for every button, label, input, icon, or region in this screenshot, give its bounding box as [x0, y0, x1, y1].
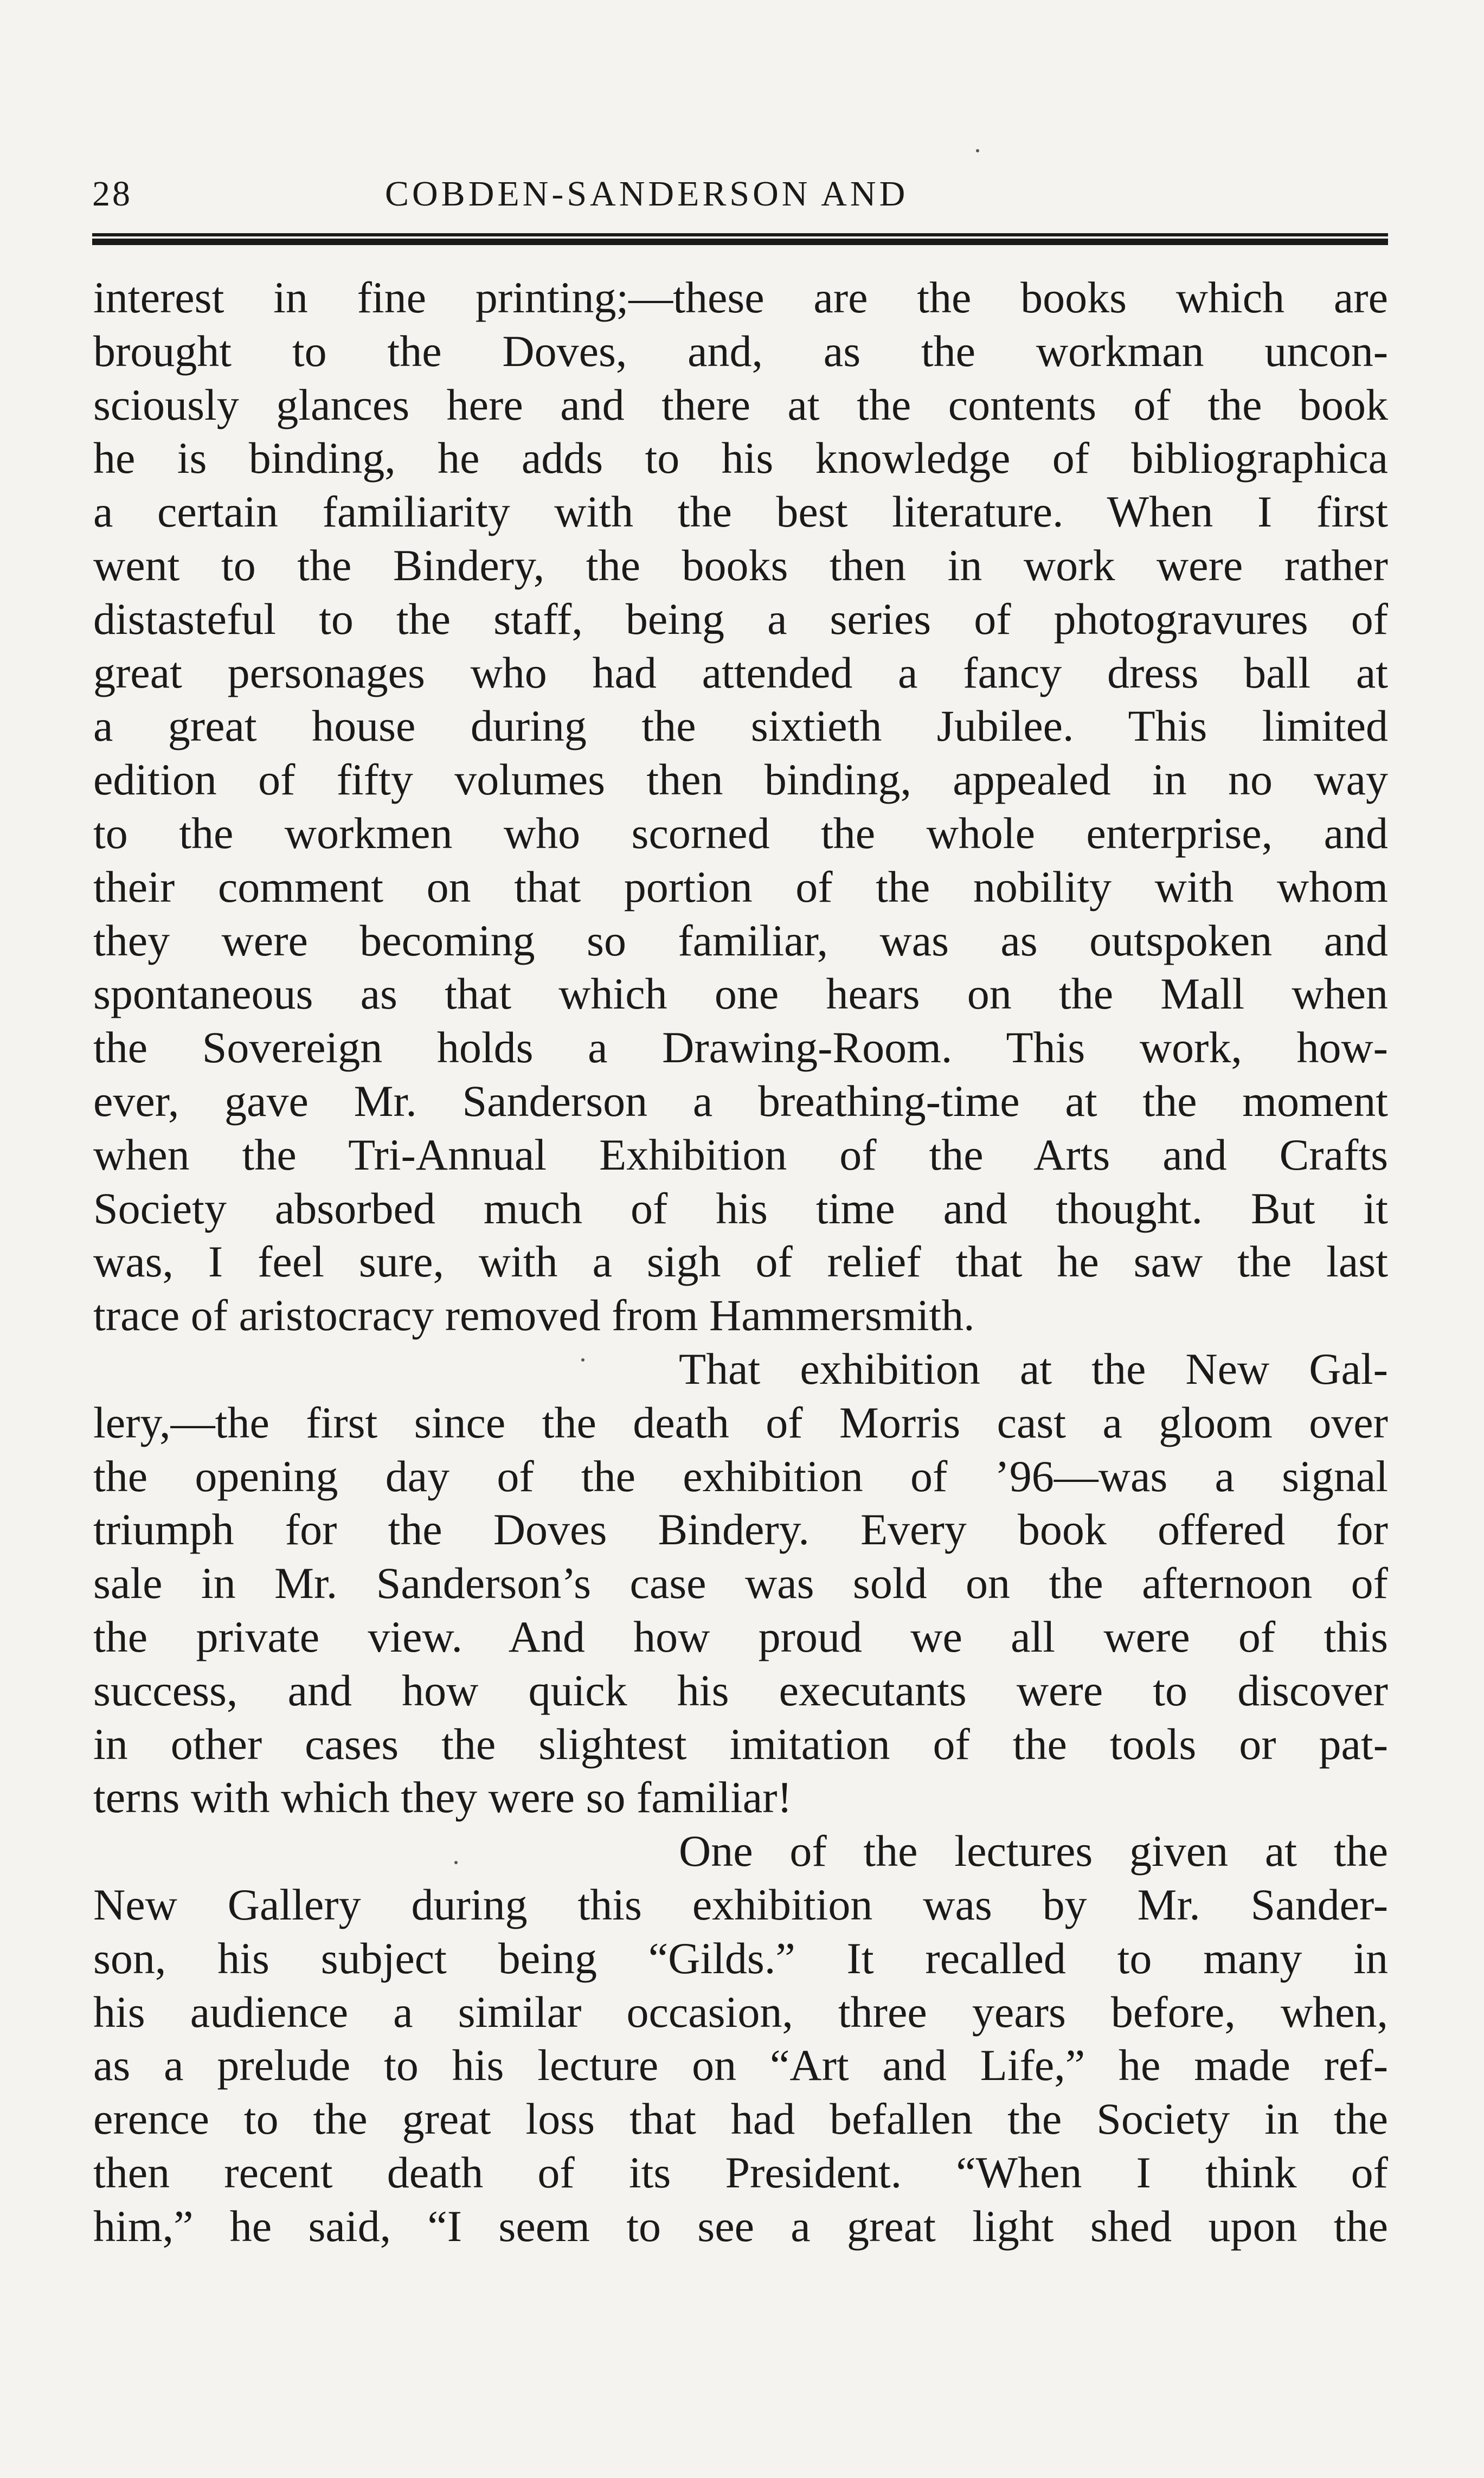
text-line: sale in Mr. Sanderson’s case was sold on the afternoon of: [93, 1558, 1388, 1608]
text-line: him,” he said, “I seem to see a great light shed upon the: [93, 2201, 1388, 2251]
text-line: a certain familiarity with the best literature. When I first: [93, 487, 1388, 537]
text-line: the private view. And how proud we all were of this: [93, 1612, 1388, 1661]
text-line: his audience a similar occasion, three years before, when,: [93, 1987, 1388, 2037]
text-line: spontaneous as that which one hears on the Mall when: [93, 969, 1388, 1019]
text-line: triumph for the Doves Bindery. Every book offered for: [93, 1505, 1388, 1555]
text-line: the Sovereign holds a Drawing-Room. This work, how-: [93, 1023, 1388, 1073]
text-line: a great house during the sixtieth Jubilee. This limited: [93, 701, 1388, 751]
text-line: distasteful to the staff, being a series of photogravures of: [93, 594, 1388, 644]
text-line: interest in fine printing;—these are the books which are: [93, 273, 1388, 322]
text-line-indented: One of the lectures given at the: [679, 1826, 1388, 1876]
text-line: was, I feel sure, with a sigh of relief that he saw the last: [93, 1237, 1388, 1287]
running-title: COBDEN-SANDERSON AND: [385, 174, 909, 214]
text-line: Society absorbed much of his time and thought. But it: [93, 1183, 1388, 1233]
text-line: he is binding, he adds to his knowledge of bibliographica: [93, 433, 1388, 483]
text-line: in other cases the slightest imitation of the tools or pat-: [93, 1719, 1388, 1769]
text-line: trace of aristocracy removed from Hammersmith.: [93, 1291, 975, 1340]
text-line: sciously glances here and there at the contents of the book: [93, 380, 1388, 429]
header-rule: [92, 233, 1388, 245]
text-line: lery,—the first since the death of Morris cast a gloom over: [93, 1397, 1388, 1447]
text-line: New Gallery during this exhibition was by Mr. Sander-: [93, 1879, 1388, 1929]
text-line: when the Tri-Annual Exhibition of the Arts and Crafts: [93, 1129, 1388, 1179]
paper-speck: [976, 149, 979, 152]
text-line: ever, gave Mr. Sanderson a breathing-time at the moment: [93, 1076, 1388, 1126]
text-line: brought to the Doves, and, as the workman uncon-: [93, 326, 1388, 376]
text-line: son, his subject being “Gilds.” It recalled to many in: [93, 1933, 1388, 1983]
running-head: [92, 174, 1388, 222]
text-line: their comment on that portion of the nobility with whom: [93, 862, 1388, 911]
body-text: [93, 271, 1388, 2253]
text-line: they were becoming so familiar, was as outspoken and: [93, 915, 1388, 965]
text-line: success, and how quick his executants were to discover: [93, 1665, 1388, 1715]
text-line: to the workmen who scorned the whole enterprise, and: [93, 808, 1388, 858]
text-line: terns with which they were so familiar!: [93, 1773, 792, 1822]
paper-speck: [581, 1358, 584, 1362]
text-line: the opening day of the exhibition of ’96—was a signal: [93, 1451, 1388, 1501]
paper-speck: [454, 1861, 458, 1864]
text-line: then recent death of its President. “When I think of: [93, 2147, 1388, 2197]
text-line: went to the Bindery, the books then in work were rather: [93, 540, 1388, 590]
text-line: edition of fifty volumes then binding, appealed in no way: [93, 755, 1388, 805]
page-number: 28: [92, 174, 132, 214]
text-line: as a prelude to his lecture on “Art and Life,” he made ref-: [93, 2040, 1388, 2090]
text-line: erence to the great loss that had befallen the Society in the: [93, 2094, 1388, 2144]
text-line-indented: That exhibition at the New Gal-: [679, 1344, 1388, 1394]
text-line: great personages who had attended a fancy dress ball at: [93, 647, 1388, 697]
